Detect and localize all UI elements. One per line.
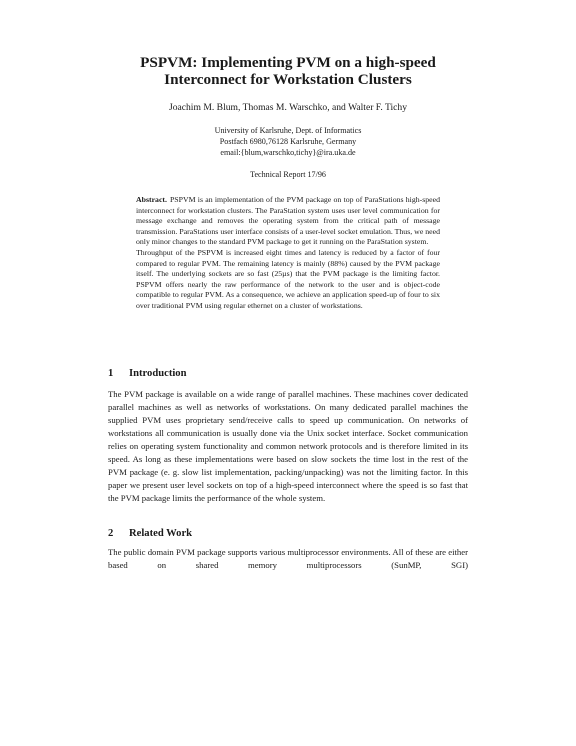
title-line-2: Interconnect for Workstation Clusters — [164, 71, 412, 88]
section-heading-related-work — [108, 527, 488, 540]
section-title: Related Work — [129, 528, 193, 539]
affiliation-email: email:{blum,warschko,tichy}@ira.uka.de — [220, 148, 356, 157]
affiliation-line-2: Postfach 6980,76128 Karlsruhe, Germany — [219, 137, 357, 146]
abstract-text-1: PSPVM is an implementation of the PVM package on top of ParaStations high-speed interconnect for workstation clusters. The ParaStation system uses user level communication for message exchange and removes the operating system from the critical path of message transmission. ParaStations user interface consists of a user-level socket emulation. Thus, we need only minor changes to the standard PVM package to get it running on the ParaStation system. — [136, 195, 440, 247]
abstract-label: Abstract. — [136, 195, 167, 204]
section-number: 1 — [108, 368, 114, 379]
abstract-block — [136, 195, 440, 312]
related-work-paragraph — [108, 546, 468, 572]
section-heading-introduction — [108, 367, 488, 380]
affiliation-block — [60, 125, 516, 158]
introduction-text: The PVM package is available on a wide range of parallel machines. These machines cover dedicated parallel machines as well as networks of workstations. On many dedicated parallel machines the supplied PVM uses proprietary send/receive calls to speed up communication. On networks of workstations all communication is usually done via the Unix socket interface. Socket communication relies on operating system functionality and common network protocols and is therefore limited in its speed. As long as these implementations were based on slow sockets the time lost in the rest of the PVM package (e. g. slow list implementation, packing/unpacking) was not the limiting factor. In this paper we present user level sockets on top of a high-speed interconnect where the speed is so fast that the PVM package limits the performance of the whole system. — [108, 389, 468, 503]
section-title: Introduction — [129, 368, 187, 379]
title-line-1: PSPVM: Implementing PVM on a high-speed — [140, 54, 436, 71]
affiliation-line-1: University of Karlsruhe, Dept. of Informatics — [214, 126, 362, 135]
introduction-paragraph — [108, 388, 468, 505]
paper-title — [60, 54, 516, 88]
author-list: Joachim M. Blum, Thomas M. Warschko, and Walter F. Tichy — [168, 102, 408, 113]
abstract-paragraph-1 — [136, 195, 440, 248]
technical-report-number: Technical Report 17/96 — [250, 170, 326, 179]
abstract-paragraph-2: Throughput of the PSPVM is increased eight times and latency is reduced by a factor of four compared to regular PVM. The remaining latency is mainly (88%) caused by the PVM package itself. The underlying sockets are so fast (25µs) that the PVM package is the limiting factor. PSPVM offers nearly the raw performance of the network to the user and is object-code compatible to regular PVM. As a consequence, we achieve an application speed-up of four to six over traditional PVM using regular ethernet on a cluster of workstations. — [136, 247, 440, 310]
related-work-text: The public domain PVM package supports various multiprocessor environments. All of these are either based on shared memory multiprocessors (SunMP, SGI) — [108, 547, 468, 570]
section-number: 2 — [108, 528, 114, 539]
